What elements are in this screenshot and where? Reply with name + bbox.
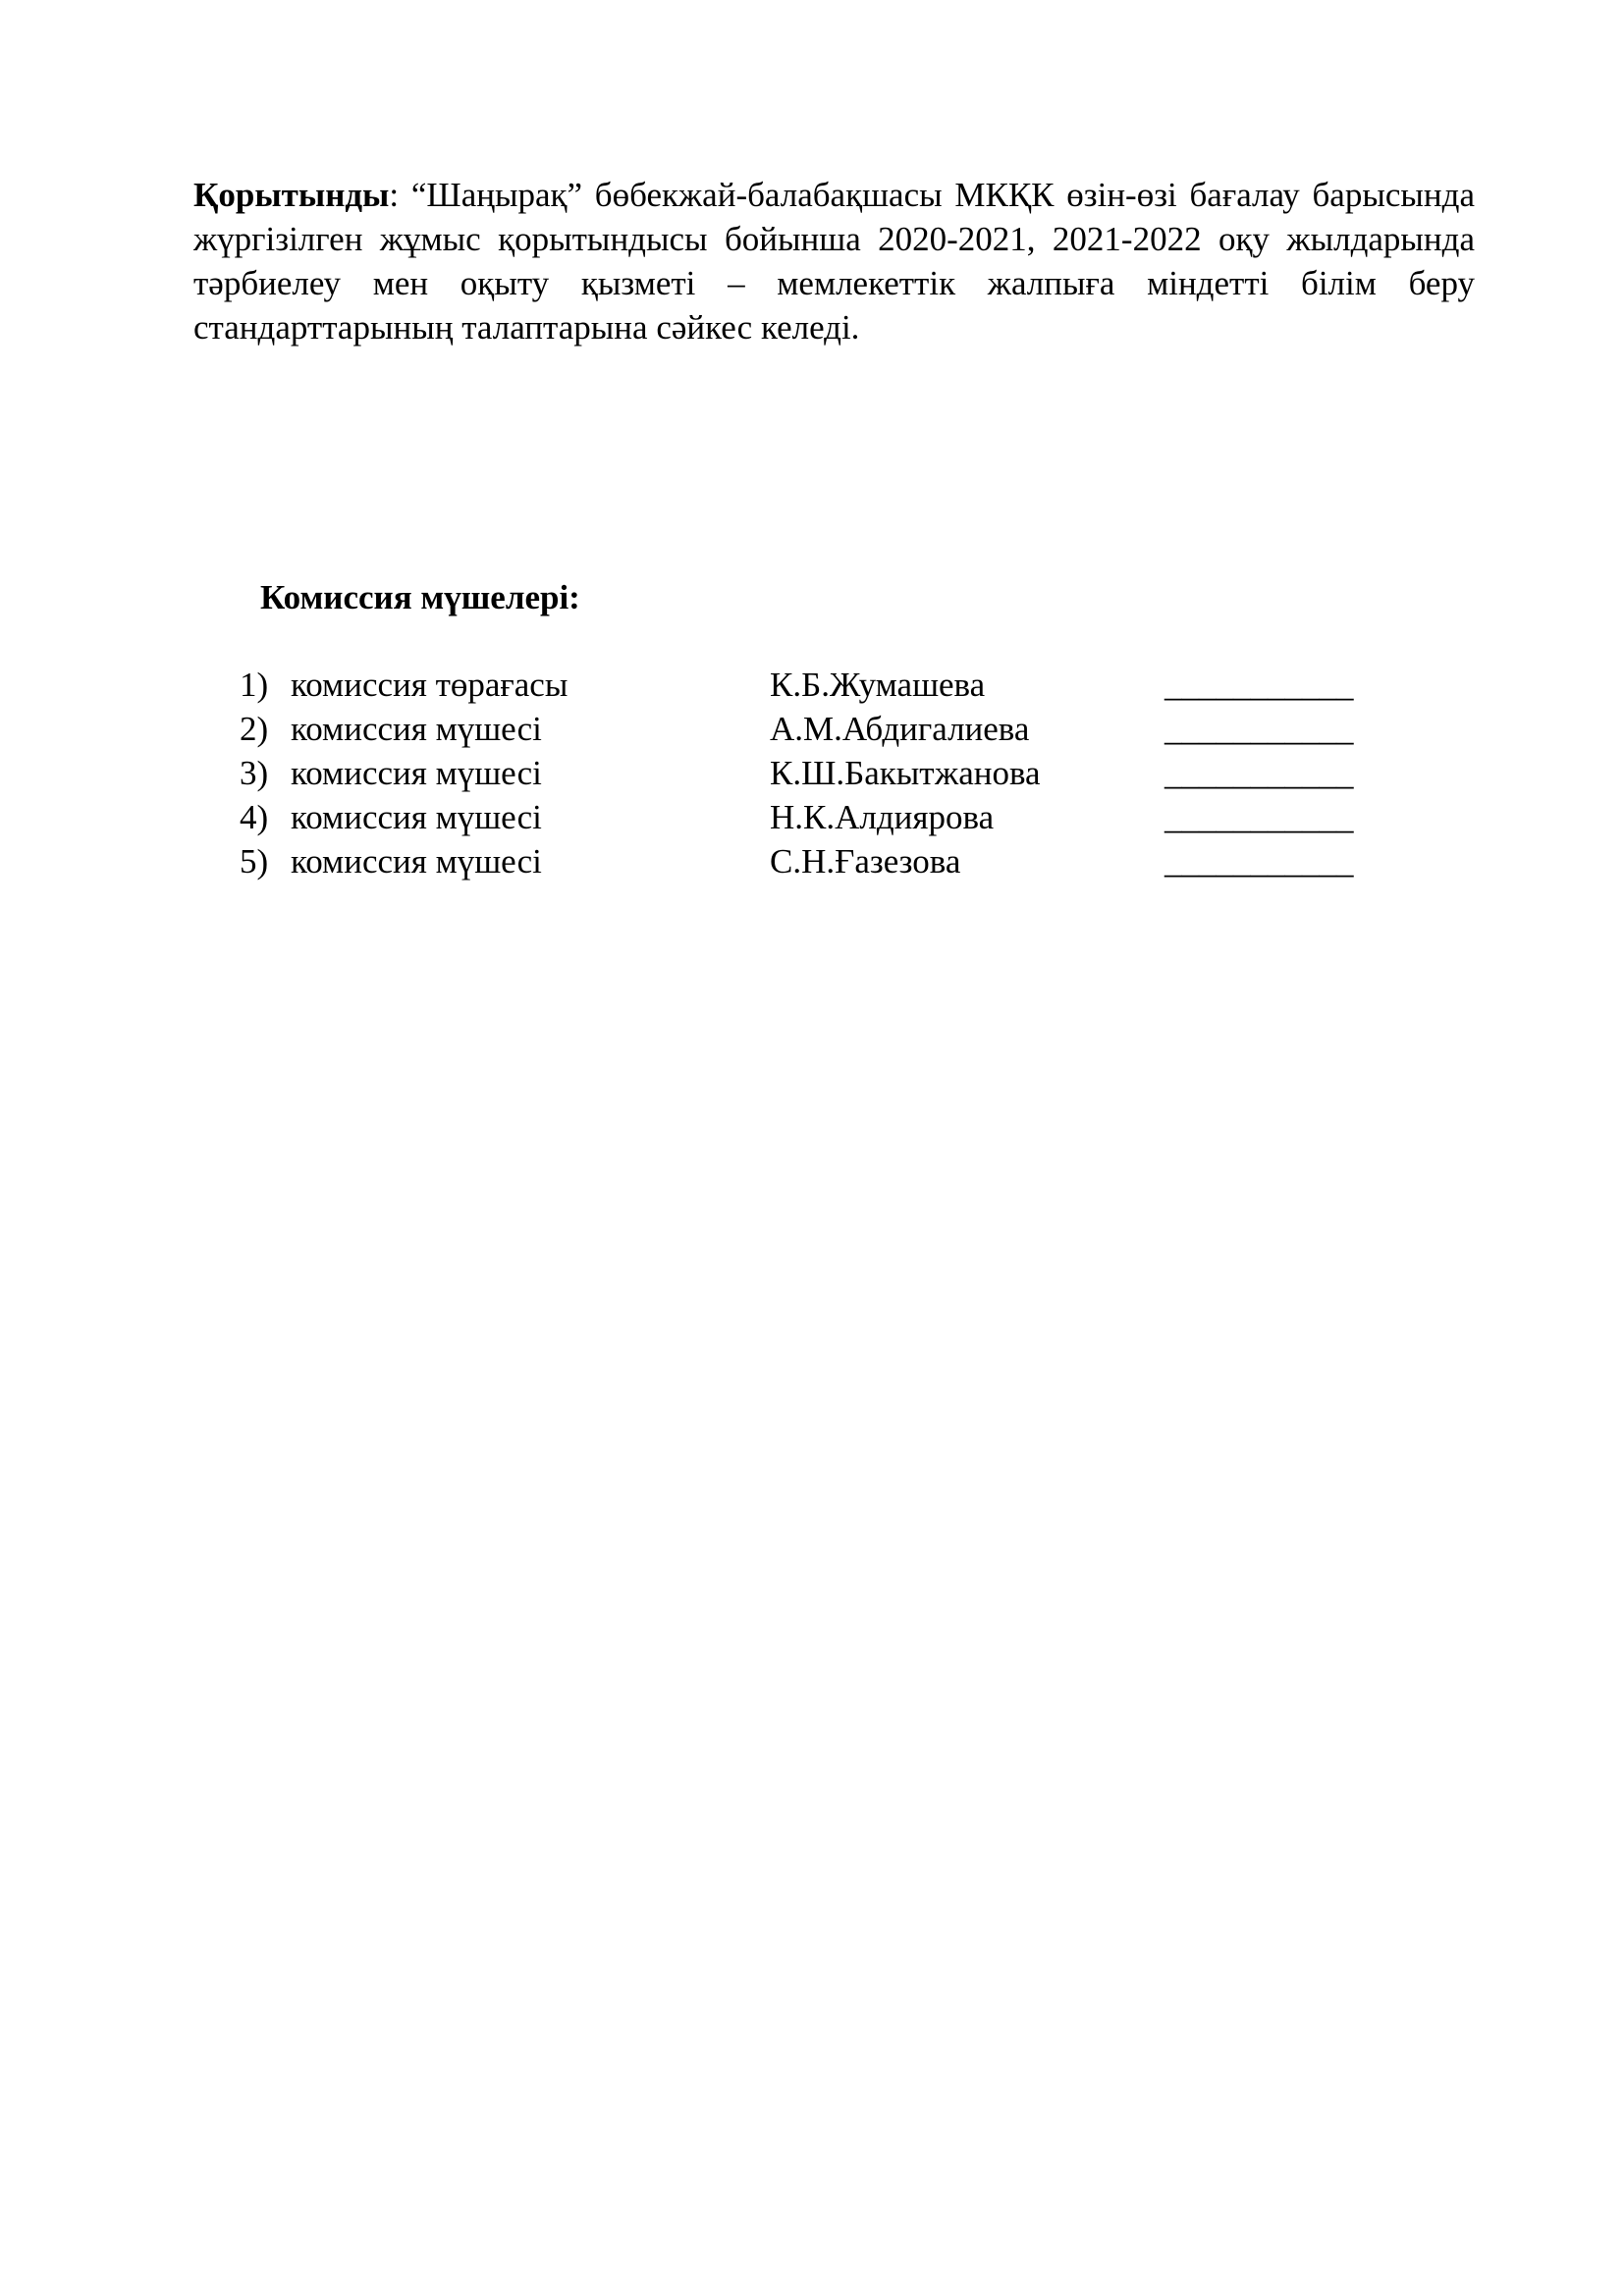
conclusion-paragraph bbox=[193, 173, 1475, 349]
member-number: 1) bbox=[240, 666, 269, 704]
signature-line: ___________ bbox=[1164, 798, 1354, 836]
conclusion-text: “Шаңырақ” бөбекжай-балабақшасы МКҚК өзін-өзі бағалау барысында жүргізілген жұмыс қорытындысы бойынша 2020-2021, 2021-2022 оқу жылдарында тәрбиелеу мен оқыту қызметі – мемлекеттік жалпыға міндетті білім беру стандарттарының талаптарына сәйкес келеді. bbox=[193, 176, 1475, 347]
member-name: Н.К.Алдиярова bbox=[770, 798, 995, 836]
signature-line: ___________ bbox=[1164, 842, 1354, 881]
member-name: А.М.Абдигалиева bbox=[770, 710, 1030, 748]
member-role: комиссия мүшесі bbox=[291, 842, 542, 881]
member-role: комиссия мүшесі bbox=[291, 798, 542, 836]
member-role: комиссия төрағасы bbox=[291, 666, 568, 704]
member-number: 4) bbox=[240, 798, 269, 836]
member-number: 3) bbox=[240, 754, 269, 792]
commission-member-list bbox=[240, 663, 1388, 883]
signature-line: ___________ bbox=[1164, 666, 1354, 704]
conclusion-label: Қорытынды bbox=[193, 176, 390, 214]
member-role: комиссия мүшесі bbox=[291, 754, 542, 792]
member-row-4 bbox=[240, 795, 1388, 839]
member-role: комиссия мүшесі bbox=[291, 710, 542, 748]
member-row-5 bbox=[240, 839, 1388, 883]
member-row-2 bbox=[240, 707, 1388, 751]
member-name: К.Ш.Бакытжанова bbox=[770, 754, 1041, 792]
member-number: 2) bbox=[240, 710, 269, 748]
signature-line: ___________ bbox=[1164, 754, 1354, 792]
member-name: С.Н.Ғазезова bbox=[770, 842, 961, 881]
signature-line: ___________ bbox=[1164, 710, 1354, 748]
member-row-3 bbox=[240, 751, 1388, 795]
commission-heading: Комиссия мүшелері: bbox=[260, 578, 580, 616]
member-row-1 bbox=[240, 663, 1388, 707]
member-number: 5) bbox=[240, 842, 269, 881]
conclusion-separator: : bbox=[389, 176, 411, 214]
member-name: К.Б.Жумашева bbox=[770, 666, 986, 704]
